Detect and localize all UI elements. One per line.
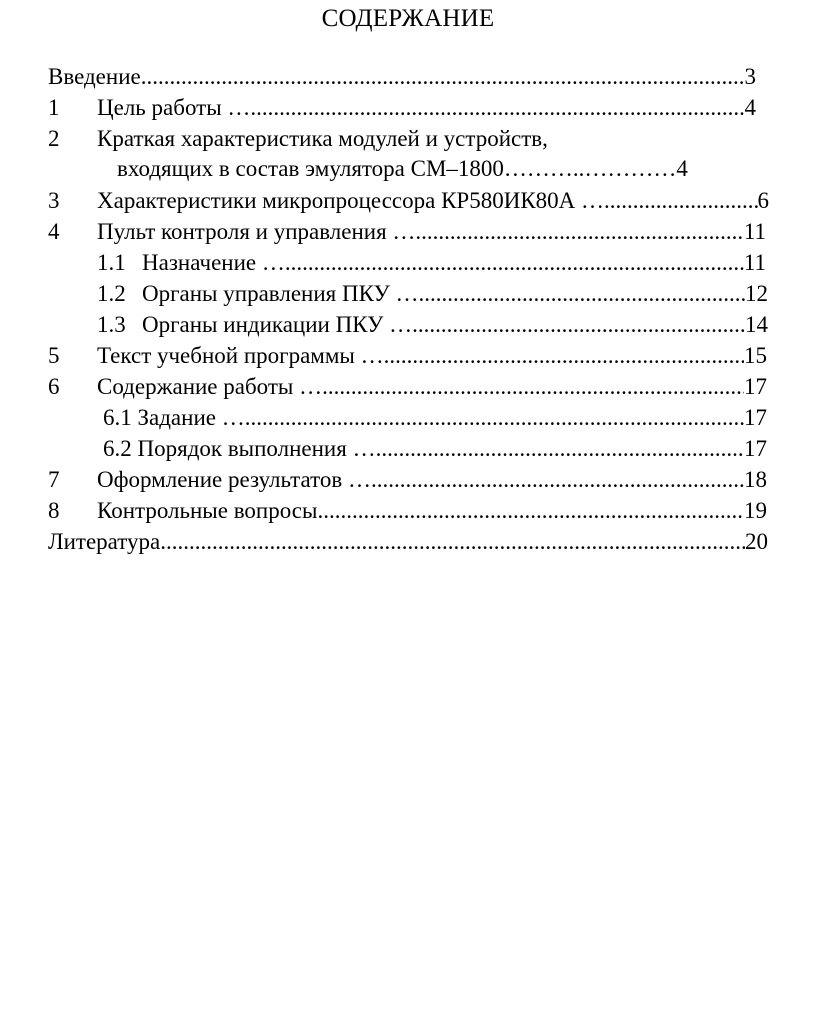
toc-entry-8 [0, 496, 816, 526]
toc-entry-7 [0, 465, 816, 495]
toc-entry-line [97, 186, 769, 216]
toc-entry-title: Оформление результатов … [97, 467, 371, 492]
toc-entry-4-2 [0, 279, 816, 309]
toc-page-number: 15 [744, 343, 767, 368]
toc-leader-dots [317, 496, 744, 526]
toc-leader-dots [285, 248, 744, 278]
toc-entry-number: 1.2 [97, 281, 126, 306]
toc-page-number: 19 [744, 498, 767, 523]
toc-entry-title-continuation: входящих в состав эмулятора СМ–1800………..………… [117, 156, 677, 181]
toc-page-number: 4 [676, 156, 688, 181]
toc-entry-title: Органы индикации ПКУ … [142, 312, 413, 337]
toc-entry-line [97, 341, 767, 371]
toc-entry-title: Контрольные вопросы [97, 498, 318, 523]
toc-page-number: 6 [757, 188, 769, 213]
toc-entry-6-1 [0, 403, 816, 433]
toc-entry-number: 3 [48, 188, 60, 213]
toc-entry-number: 1.3 [97, 312, 126, 337]
toc-page-number: 17 [744, 405, 767, 430]
toc-leader-dots [412, 310, 745, 340]
toc-entry-line [117, 154, 767, 184]
toc-entry-line [48, 62, 756, 92]
toc-leader-dots [141, 62, 745, 92]
toc-entry-title: Характеристики микропроцессора КР580ИК80А … [97, 188, 605, 213]
toc-entry-line [97, 465, 767, 495]
toc-entry-line [142, 279, 768, 309]
toc-entry-number: 7 [48, 467, 60, 492]
toc-leader-dots [419, 279, 746, 309]
toc-entry-title: Введение [48, 64, 141, 89]
toc-entry-title: Литература [48, 529, 161, 554]
toc-entry-4 [0, 217, 816, 247]
toc-leader-dots [604, 186, 757, 216]
toc-entry-title: Краткая характеристика модулей и устройств, [97, 126, 548, 151]
toc-leader-dots [415, 217, 743, 247]
toc-entry-number: 5 [48, 343, 60, 368]
toc-page-number: 17 [744, 436, 767, 461]
toc-entry-title: Органы управления ПКУ … [142, 281, 419, 306]
toc-entry-title: 6.1 Задание … [103, 405, 245, 430]
toc-entry-title: Цель работы … [97, 95, 251, 120]
toc-leader-dots [160, 527, 745, 557]
toc-entry-line [103, 403, 767, 433]
toc-entry-2-continuation [0, 154, 816, 184]
toc-leader-dots [371, 465, 744, 495]
toc-entry-number: 2 [48, 126, 60, 151]
toc-entry-4-1 [0, 248, 816, 278]
toc-page-number: 12 [745, 281, 768, 306]
toc-page-number: 20 [745, 529, 768, 554]
toc-page-number: 18 [744, 467, 767, 492]
toc-page-number: 11 [743, 250, 766, 275]
toc-entry-literature [0, 527, 816, 557]
toc-entry-number: 1 [48, 95, 60, 120]
toc-entry-number: 1.1 [97, 250, 126, 275]
toc-entry-title: Назначение … [142, 250, 285, 275]
toc-entry-line [103, 434, 767, 464]
toc-page-number: 11 [743, 219, 766, 244]
toc-leader-dots [245, 403, 744, 433]
toc-entry-4-3 [0, 310, 816, 340]
toc-entry-number: 8 [48, 498, 60, 523]
toc-entry-intro [0, 62, 816, 92]
toc-entry-3 [0, 186, 816, 216]
toc-page-number: 14 [745, 312, 768, 337]
toc-entry-title: Текст учебной программы … [97, 343, 384, 368]
toc-page-number: 4 [744, 95, 756, 120]
toc-page-number: 17 [744, 374, 767, 399]
toc-page-number: 3 [744, 64, 756, 89]
toc-entry-line [142, 310, 768, 340]
toc-entry-5 [0, 341, 816, 371]
toc-entry-line [48, 527, 768, 557]
toc-entry-number: 6 [48, 374, 60, 399]
toc-leader-dots [322, 372, 744, 402]
toc-leader-dots [250, 93, 744, 123]
toc-entry-title: Пульт контроля и управления … [97, 219, 416, 244]
toc-entry-title: Содержание работы … [97, 374, 323, 399]
toc-entry-6 [0, 372, 816, 402]
toc-entry-line [97, 496, 767, 526]
page-title: СОДЕРЖАНИЕ [321, 5, 495, 32]
toc-entry-title: 6.2 Порядок выполнения … [103, 436, 376, 461]
toc-entry-number: 4 [48, 219, 60, 244]
toc-entry-line [142, 248, 766, 278]
toc-leader-dots [384, 341, 744, 371]
toc-entry-6-2 [0, 434, 816, 464]
toc-entry-1 [0, 93, 816, 123]
toc-leader-dots [376, 434, 744, 464]
toc-entry-line [97, 93, 756, 123]
toc-entry-2 [0, 124, 816, 154]
toc-entry-line [97, 372, 767, 402]
toc-entry-line [97, 217, 766, 247]
